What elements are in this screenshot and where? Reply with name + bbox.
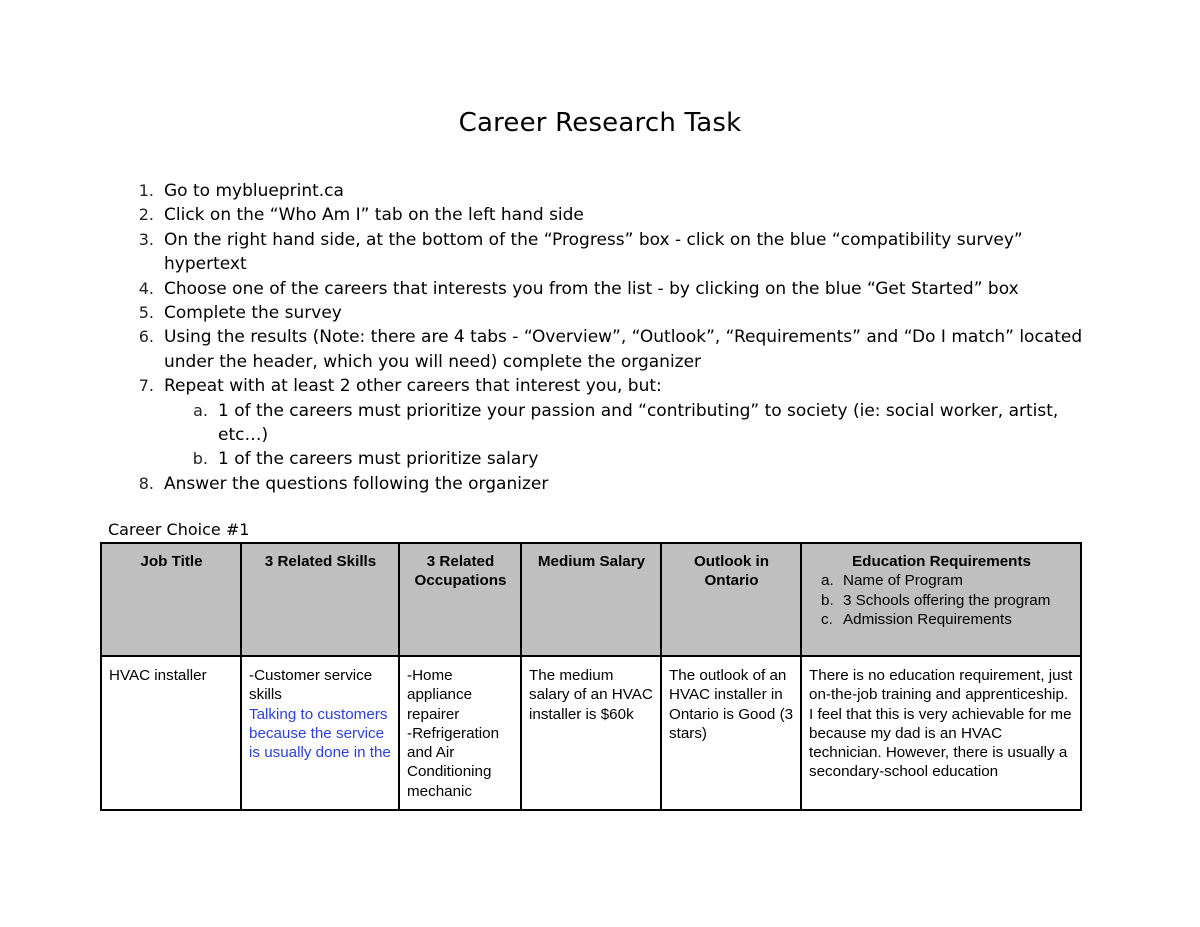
education-item-text: Admission Requirements xyxy=(843,610,1012,628)
skills-text: Customer service skills xyxy=(249,667,373,704)
step-text: Go to myblueprint.ca xyxy=(164,181,344,201)
step-item xyxy=(106,203,1106,227)
step-number: 5. xyxy=(138,303,154,323)
sub-step-item xyxy=(164,399,1106,448)
step-number: 7. xyxy=(138,376,154,396)
sub-step-item xyxy=(164,447,1106,471)
career-organizer-table xyxy=(100,542,1082,811)
education-item-label: c. xyxy=(821,610,833,628)
education-item-label: b. xyxy=(821,591,834,609)
step-number: 8. xyxy=(138,473,154,493)
step-text: Using the results (Note: there are 4 tabs - “Overview”, “Outlook”, “Requirements” and “Do I match” located under the header, which you will need) complete the organizer xyxy=(164,327,1083,372)
step-number: 6. xyxy=(138,327,154,347)
step-number: 1. xyxy=(138,181,154,200)
step-number: 4. xyxy=(138,278,154,298)
occupation-dash: - xyxy=(407,667,413,684)
step-item xyxy=(106,179,1106,203)
education-item-text: Name of Program xyxy=(843,572,963,590)
step-number: 2. xyxy=(138,205,154,225)
header-related-occupations: 3 Related Occupations xyxy=(399,543,521,656)
table-row xyxy=(101,656,1081,810)
header-job-title: Job Title xyxy=(101,543,241,656)
cell-job-title: HVAC installer xyxy=(101,656,241,810)
sub-step-label: a. xyxy=(193,400,208,420)
education-items-list xyxy=(809,571,1074,629)
header-related-skills: 3 Related Skills xyxy=(241,543,399,656)
header-outlook: Outlook in Ontario xyxy=(661,543,801,656)
cell-related-skills xyxy=(241,656,399,810)
table-caption: Career Choice #1 xyxy=(108,520,250,539)
cell-outlook: The outlook of an HVAC installer in Ontario is Good (3 stars) xyxy=(661,656,801,810)
education-item xyxy=(809,591,1074,610)
step-item xyxy=(106,301,1106,325)
step-item xyxy=(106,472,1106,496)
sub-step-text: 1 of the careers must prioritize salary xyxy=(218,449,539,470)
education-item-text: 3 Schools offering the program xyxy=(843,591,1051,609)
step-item xyxy=(106,228,1106,277)
step-text: Repeat with at least 2 other careers that interest you, but: xyxy=(164,376,662,397)
header-row xyxy=(101,543,1081,656)
header-education xyxy=(801,543,1081,656)
step-item xyxy=(106,325,1106,374)
step-number: 3. xyxy=(138,229,154,249)
occupation-text: Home appliance repairer xyxy=(407,667,473,723)
occupation-text: Refrigeration and Air Conditioning mechanic xyxy=(407,724,500,800)
cell-education: There is no education requirement, just on-the-job training and apprenticeship. I feel that this is very achievable for me because my dad is an HVAC technician. However, there is usually a secondary-school education xyxy=(801,656,1081,810)
cell-medium-salary: The medium salary of an HVAC installer is $60k xyxy=(521,656,661,810)
step-item xyxy=(106,374,1106,472)
header-medium-salary: Medium Salary xyxy=(521,543,661,656)
skills-dash: - xyxy=(249,667,255,684)
sub-step-list xyxy=(164,399,1106,472)
header-education-title: Education Requirements xyxy=(852,553,1031,570)
education-item-label: a. xyxy=(821,572,834,590)
step-text: Choose one of the careers that interests you from the list - by clicking on the blue “Get Started” box xyxy=(164,278,1019,299)
education-item xyxy=(809,610,1074,629)
education-item xyxy=(809,571,1074,590)
sub-step-text: 1 of the careers must prioritize your passion and “contributing” to society (ie: social worker, artist, etc…) xyxy=(218,400,1059,446)
step-text: Answer the questions following the organizer xyxy=(164,473,549,494)
sub-step-label: b. xyxy=(192,449,208,469)
step-text: Complete the survey xyxy=(164,303,342,324)
skills-note: Talking to customers because the service is usually done in the xyxy=(249,705,391,762)
step-text: Click on the “Who Am I” tab on the left hand side xyxy=(164,205,584,226)
document-title: Career Research Task xyxy=(458,108,742,138)
occupation-dash: - xyxy=(407,724,413,742)
step-item xyxy=(106,277,1106,301)
step-text: On the right hand side, at the bottom of the “Progress” box - click on the blue “compatibility survey” hypertext xyxy=(164,229,1023,275)
cell-related-occupations xyxy=(399,656,521,810)
instruction-list xyxy=(106,179,1106,496)
